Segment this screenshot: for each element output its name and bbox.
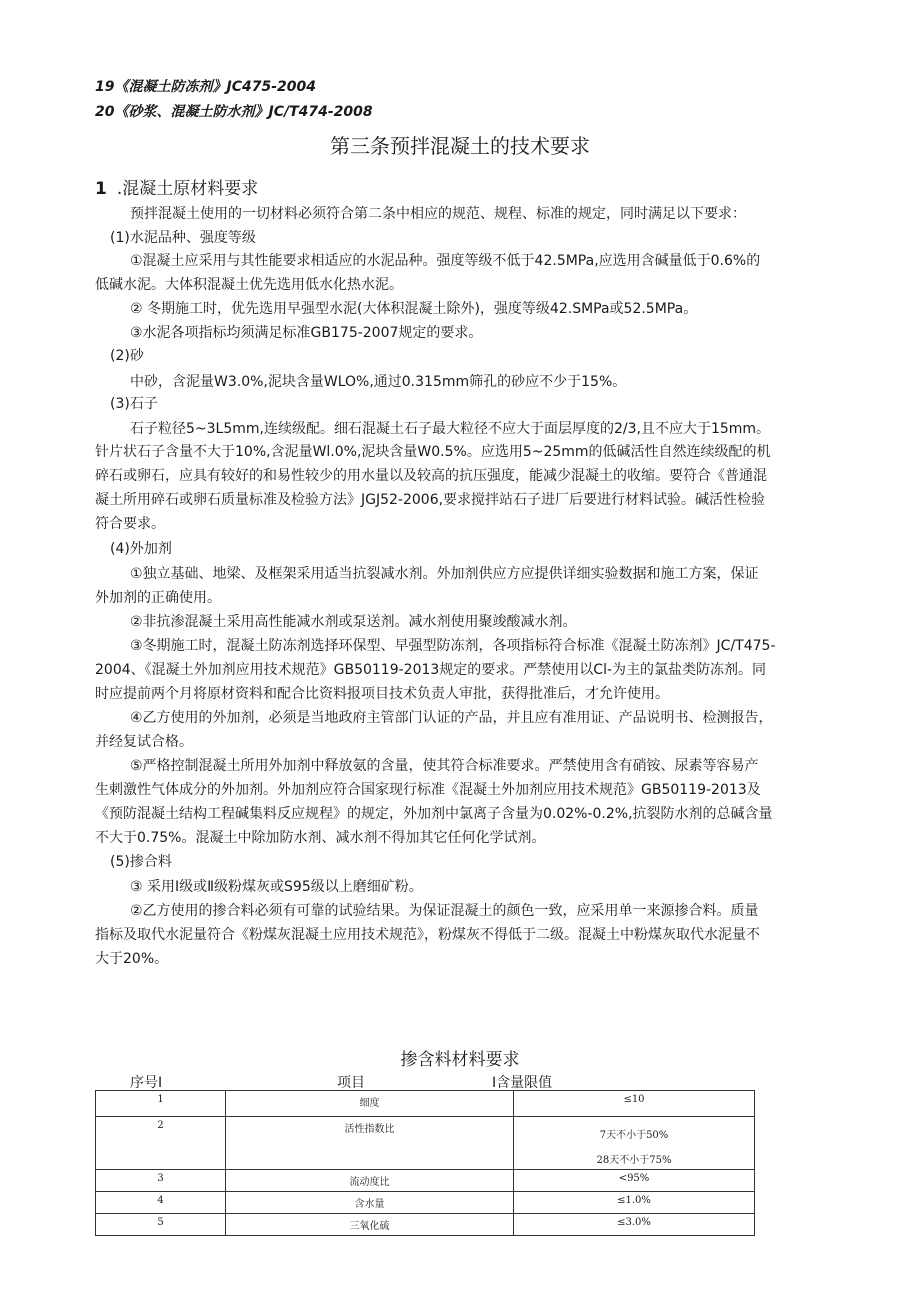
- paragraph-line: ②非抗渗混凝土采用高性能减水剂或泵送剂。减水剂使用聚竣酸减水剂。: [130, 614, 577, 630]
- paragraph-line: ②乙方使用的掺合料必须有可靠的试验结果。为保证混凝土的颜色一致，应采用单一来源掺合料。质量: [130, 903, 759, 919]
- row-item: 活性指数比: [226, 1117, 514, 1170]
- paragraph-line: 《预防混凝土结构工程碱集料反应规程》的规定，外加剂中氯离子含量为0.02%-0.2%,抗裂防水剂的总碱含量: [95, 806, 773, 822]
- table-header-no: 序号Ⅰ: [130, 1075, 163, 1091]
- paragraph-line: 外加剂的正确使用。: [95, 590, 221, 606]
- paragraph-line: 低碱水泥。大体积混凝土优先选用低水化热水泥。: [95, 277, 403, 293]
- paragraph-line: 不大于0.75%。混凝土中除加防水剂、减水剂不得加其它任何化学试剂。: [95, 830, 546, 846]
- paragraph-line: ①独立基础、地梁、及框架采用适当抗裂减水剂。外加剂供应方应提供详细实验数据和施工方案，保证: [130, 566, 759, 582]
- admixture-requirements-table: [95, 1090, 755, 1236]
- row-item: 细度: [226, 1091, 514, 1117]
- paragraph-line: 石子粒径5~3L5mm,连续级配。细石混凝土石子最大粒径不应大于面层厚度的2/3,且不应大于15mm。: [130, 421, 771, 437]
- paragraph-line: ③水泥各项指标均须满足标准GB175-2007规定的要求。: [130, 325, 483, 341]
- section-number: 1: [95, 179, 107, 199]
- section-heading: [95, 174, 258, 199]
- section-label: .混凝土原材料要求: [116, 179, 259, 199]
- table-header-item: 项目: [337, 1075, 365, 1091]
- table-title: 掺含料材料要求: [400, 1050, 520, 1070]
- paragraph-line: 中砂，含泥量W3.0%,泥块含量WLO%,通过0.315mm筛孔的砂应不少于15%。: [130, 374, 627, 390]
- table-row: [96, 1117, 755, 1170]
- row-limit-7day: 7天不小于50%: [599, 1130, 669, 1141]
- subheading: (1)水泥品种、强度等级: [110, 230, 256, 246]
- row-limit-28day: 28天不小于75%: [596, 1155, 672, 1166]
- paragraph-line: 符合要求。: [95, 516, 165, 532]
- row-number: 3: [96, 1170, 226, 1192]
- subheading: (2)砂: [110, 348, 144, 364]
- standard-ref: 20《砂浆、混凝土防水剂》JC/T474-2008: [95, 104, 373, 120]
- paragraph-line: 指标及取代水泥量符合《粉煤灰混凝土应用技术规范》，粉煤灰不得低于二级。混凝土中粉煤灰取代水泥量不: [95, 927, 760, 943]
- paragraph-line: 针片状石子含量不大于10%,含泥量Wl.0%,泥块含量W0.5%。应选用5~25mm的低碱活性自然连续级配的机: [95, 444, 771, 460]
- table-row: [96, 1192, 755, 1214]
- subheading: (4)外加剂: [110, 541, 172, 557]
- paragraph-line: 凝土所用碎石或卵石质量标准及检验方法》JGJ52-2006,要求搅拌站石子进厂后要进行材料试验。碱活性检验: [95, 492, 766, 508]
- paragraph-line: 时应提前两个月将原材资料和配合比资料报项目技术负责人审批，获得批准后，才允许使用。: [95, 686, 669, 702]
- row-limit: ≤3.0%: [514, 1214, 755, 1236]
- row-number: 2: [96, 1117, 226, 1170]
- row-limit: <95%: [514, 1170, 755, 1192]
- paragraph-line: 2004、《混凝土外加剂应用技术规范》GB50119-2013规定的要求。严禁使用以Cl-为主的氯盐类防冻剂。同: [95, 662, 767, 678]
- paragraph-line: 大于20%。: [95, 951, 169, 967]
- row-number: 1: [96, 1091, 226, 1117]
- paragraph-line: ⑤严格控制混凝土所用外加剂中释放氨的含量，使其符合标准要求。严禁使用含有硝铵、尿素等容易产: [130, 758, 759, 774]
- paragraph-line: 碎石或卵石，应具有较好的和易性较少的用水量以及较高的抗压强度，能减少混凝土的收缩。要符合《普通混: [95, 468, 767, 484]
- paragraph-line: 生刺激性气体成分的外加剂。外加剂应符合国家现行标准《混凝土外加剂应用技术规范》GB50119-2013及: [95, 782, 761, 798]
- standard-ref: 19《混凝土防冻剂》JC475-2004: [95, 79, 316, 95]
- paragraph-line: ④乙方使用的外加剂，必须是当地政府主管部门认证的产品，并且应有准用证、产品说明书、检测报告，: [130, 710, 773, 726]
- row-limit: [514, 1117, 755, 1170]
- row-limit: ≤1.0%: [514, 1192, 755, 1214]
- paragraph-line: ③冬期施工时，混凝土防冻剂选择环保型、早强型防冻剂，各项指标符合标准《混凝土防冻剂》JC/T475-: [130, 638, 776, 654]
- page-title: 第三条预拌混凝土的技术要求: [330, 134, 590, 158]
- row-item: 三氧化硫: [226, 1214, 514, 1236]
- paragraph-line: ② 冬期施工时，优先选用早强型水泥(大体积混凝土除外)，强度等级42.SMPa或52.5MPa。: [130, 301, 698, 317]
- paragraph-line: ③ 采用Ⅰ级或Ⅱ级粉煤灰或S95级以上磨细矿粉。: [130, 879, 423, 895]
- table-row: [96, 1091, 755, 1117]
- row-number: 5: [96, 1214, 226, 1236]
- paragraph-line: ①混凝土应采用与其性能要求相适应的水泥品种。强度等级不低于42.5MPa,应选用含碱量低于0.6%的: [130, 253, 761, 269]
- table-row: [96, 1214, 755, 1236]
- row-item: 含水量: [226, 1192, 514, 1214]
- paragraph-line: 预拌混凝土使用的一切材料必须符合第二条中相应的规范、规程、标准的规定，同时满足以下要求：: [130, 206, 746, 222]
- row-limit: ≤10: [514, 1091, 755, 1117]
- row-item: 流动度比: [226, 1170, 514, 1192]
- paragraph-line: 并经复试合格。: [95, 734, 193, 750]
- table-row: [96, 1170, 755, 1192]
- subheading: (5)掺合料: [110, 854, 172, 870]
- table-header-limit: Ⅰ含量限值: [492, 1075, 553, 1091]
- row-number: 4: [96, 1192, 226, 1214]
- subheading: (3)石子: [110, 396, 158, 412]
